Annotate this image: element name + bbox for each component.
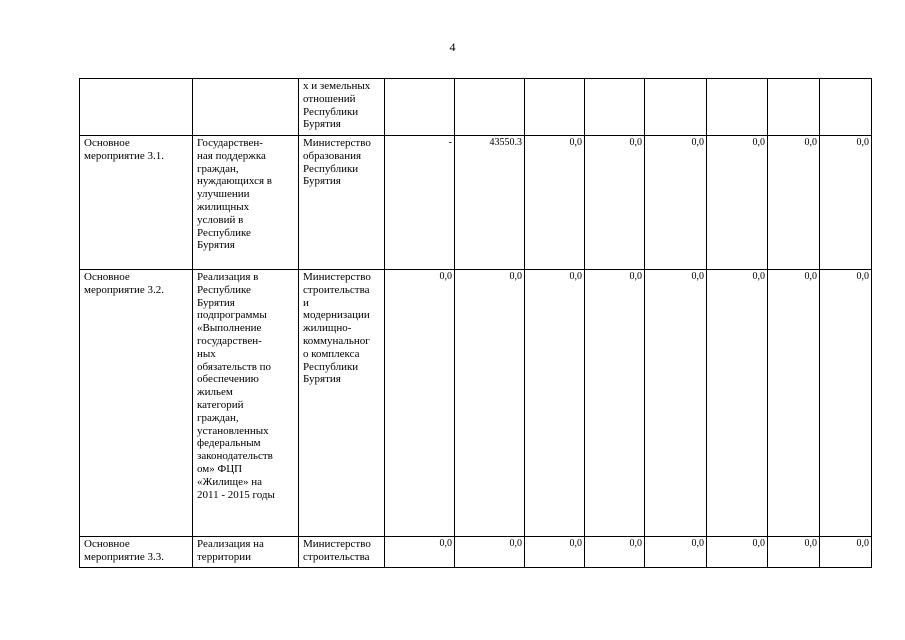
value-cell: 0,0: [645, 537, 707, 568]
value-cell: 0,0: [707, 270, 768, 537]
value-cell: [455, 79, 525, 136]
value-cell: 0,0: [768, 537, 820, 568]
value-cell: [525, 79, 585, 136]
cell-executor: [299, 79, 385, 136]
value-cell: 0,0: [707, 537, 768, 568]
value-cell: [645, 79, 707, 136]
event-label: Основное мероприятие 3.3.: [84, 538, 165, 563]
value-cell: [585, 79, 645, 136]
value-cell: 0,0: [455, 537, 525, 568]
table-row: [80, 79, 872, 136]
event-title: Реализация на территории: [197, 538, 264, 563]
value-cell: 0,0: [585, 270, 645, 537]
value-cell: 0,0: [645, 270, 707, 537]
page-number: 4: [449, 40, 456, 54]
event-label: Основное мероприятие 3.2.: [84, 271, 165, 296]
cell-executor: [299, 270, 385, 537]
value-cell: 0,0: [820, 136, 872, 270]
cell-event: [80, 270, 193, 537]
value-cell: 0,0: [585, 136, 645, 270]
cell-event: [80, 537, 193, 568]
value-cell: 0,0: [707, 136, 768, 270]
executor: х и земельных отношений Республики Бурятия: [303, 80, 371, 131]
value-cell: [707, 79, 768, 136]
value-cell: [820, 79, 872, 136]
table-row: [80, 136, 872, 270]
executor: Министерство образования Республики Бурятия: [303, 137, 371, 188]
value-cell: 0,0: [820, 270, 872, 537]
value-cell: 0,0: [525, 136, 585, 270]
event-title: Реализация в Республике Бурятия подпрограммы «Выполнение государствен- ных обязательств по обеспечению жильем категорий граждан, установленных федеральным законодательств ом» ФЦП «Жилище» на 2011 - 2015 годы: [197, 271, 275, 501]
table-row: [80, 270, 872, 537]
value-cell: 0,0: [385, 270, 455, 537]
value-cell: [768, 79, 820, 136]
value-cell: 0,0: [768, 136, 820, 270]
value-cell: [385, 79, 455, 136]
cell-title: [193, 270, 299, 537]
value-cell: 43550.3: [455, 136, 525, 270]
table-row: [80, 537, 872, 568]
event-title: Государствен- ная поддержка граждан, нуждающихся в улучшении жилищных условий в Республике Бурятия: [197, 137, 272, 252]
value-cell: 0,0: [525, 537, 585, 568]
program-table: [79, 78, 872, 568]
cell-title: [193, 136, 299, 270]
cell-event: [80, 136, 193, 270]
value-cell: 0,0: [768, 270, 820, 537]
value-cell: -: [385, 136, 455, 270]
event-label: Основное мероприятие 3.1.: [84, 137, 165, 162]
cell-executor: [299, 136, 385, 270]
cell-title: [193, 79, 299, 136]
cell-title: [193, 537, 299, 568]
cell-event: [80, 79, 193, 136]
value-cell: 0,0: [645, 136, 707, 270]
executor: Министерство строительства: [303, 538, 371, 563]
value-cell: 0,0: [385, 537, 455, 568]
value-cell: 0,0: [455, 270, 525, 537]
cell-executor: [299, 537, 385, 568]
value-cell: 0,0: [820, 537, 872, 568]
executor: Министерство строительства и модернизации жилищно- коммунальног о комплекса Республики Бурятия: [303, 271, 371, 386]
value-cell: 0,0: [525, 270, 585, 537]
value-cell: 0,0: [585, 537, 645, 568]
